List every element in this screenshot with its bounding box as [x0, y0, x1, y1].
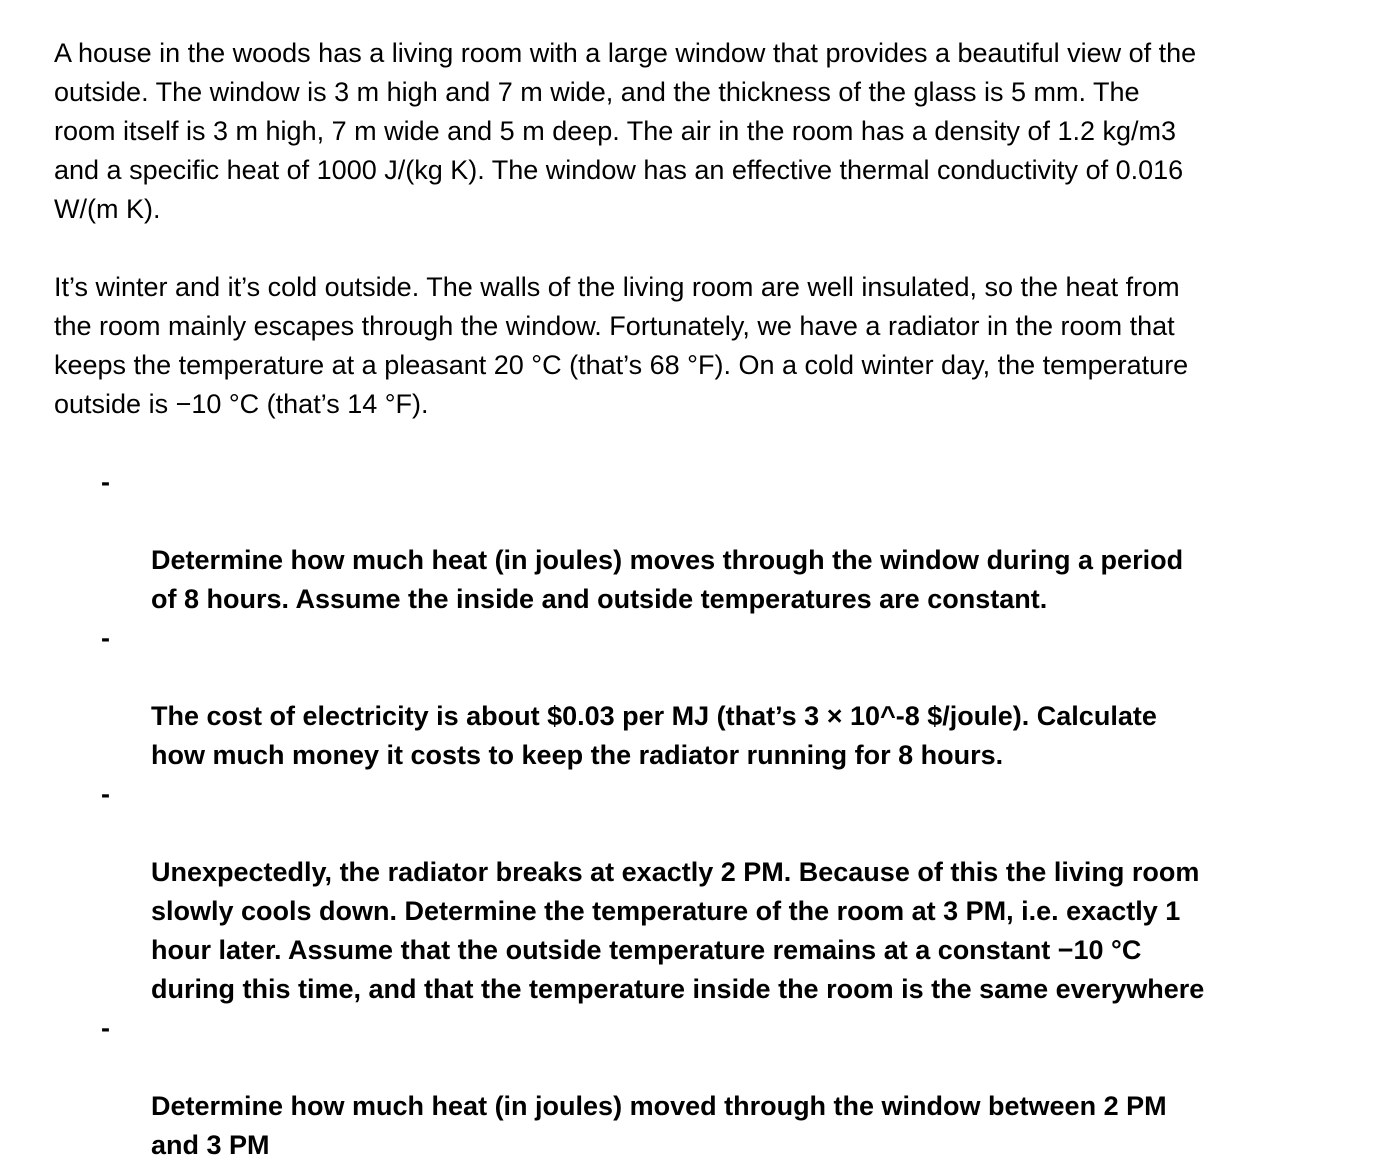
bullet-dash: -	[101, 623, 110, 653]
list-item	[54, 619, 1344, 775]
bullet-dash: -	[101, 779, 110, 809]
problem-paragraph-setup: A house in the woods has a living room with a large window that provides a beautiful view of the outside. The window is 3 m high and 7 m wide, and the thickness of the glass is 5 mm. The room itself is 3 m high, 7 m wide and 5 m deep. The air in the room has a density of 1.2 kg/m3 and a specific heat of 1000 J/(kg K). The window has an effective thermal conductivity of 0.016 W/(m K).	[54, 38, 1197, 224]
task-text: Determine how much heat (in joules) moved through the window between 2 PM and 3 PM	[151, 1091, 1167, 1160]
list-item	[54, 775, 1344, 1009]
task-text: The cost of electricity is about $0.03 per MJ (that’s 3 × 10^-8 $/joule). Calculate how much money it costs to keep the radiator running for 8 hours.	[151, 701, 1157, 770]
list-item	[54, 463, 1344, 619]
bullet-dash: -	[101, 467, 110, 497]
bullet-dash: -	[101, 1013, 110, 1043]
problem-paragraph-scenario: It’s winter and it’s cold outside. The walls of the living room are well insulated, so the heat from the room mainly escapes through the window. Fortunately, we have a radiator in the room that keeps the temperature at a pleasant 20 °C (that’s 68 °F). On a cold winter day, the temperature outside is −10 °C (that’s 14 °F).	[54, 272, 1189, 419]
document-body	[54, 34, 1344, 1165]
task-text: Determine how much heat (in joules) moves through the window during a period of 8 hours. Assume the inside and outside temperatures are constant.	[151, 545, 1184, 614]
list-item	[54, 1009, 1344, 1165]
task-list	[54, 463, 1344, 1165]
task-text: Unexpectedly, the radiator breaks at exactly 2 PM. Because of this the living room slowly cools down. Determine the temperature of the room at 3 PM, i.e. exactly 1 hour later. Assume that the outside temperature remains at a constant −10 °C during this time, and that the temperature inside the room is the same everywhere	[151, 857, 1205, 1004]
